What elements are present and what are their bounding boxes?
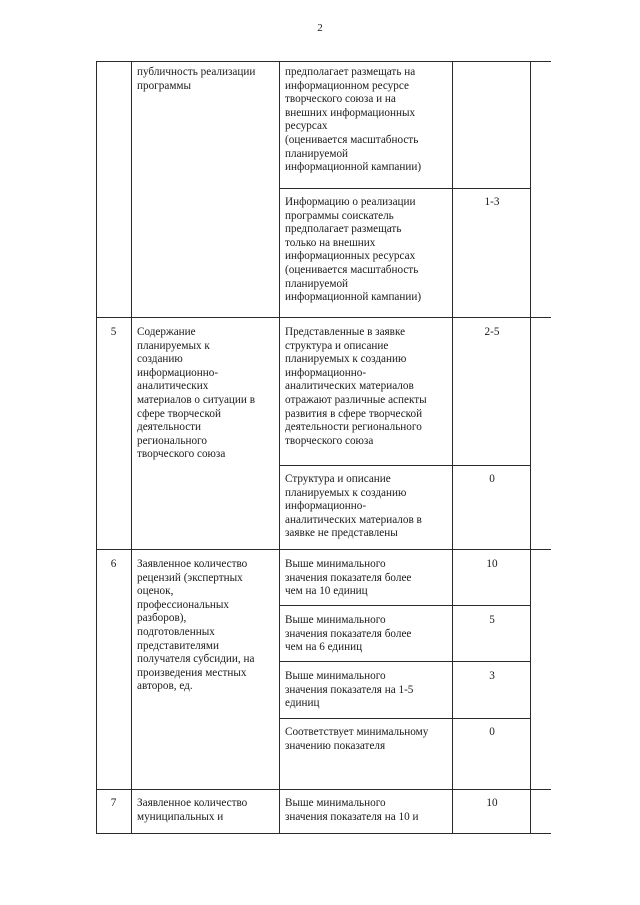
option-score: 2-5 [484, 326, 500, 338]
criterion-reviews: Заявленное количество рецензий (экспертных оценок, профессиональных разборов), подготовленных представителями получателя субсидии, на произведения местных авторов, ед. [137, 558, 255, 693]
option-text: Представленные в заявке структура и описание планируемых к созданию информационно- аналитических материалов отражают различные аспекты развития в сфере творческой деятельности регионального творческого союза [285, 326, 427, 447]
option-text: Выше минимального значения показателя более чем на 6 единиц [285, 614, 412, 654]
option-score: 0 [489, 473, 495, 485]
option-score: 1-3 [484, 196, 500, 208]
row-number: 7 [110, 797, 117, 809]
row-number: 5 [110, 326, 117, 338]
option-text: Информацию о реализации программы соискатель предполагает размещать только на внешних информационных ресурсах (оценивается масштабность планируемой информационной кампании) [285, 196, 422, 304]
option-score: 3 [489, 670, 495, 682]
option-text: Структура и описание планируемых к созданию информационно- аналитических материалов в заявке не представлены [285, 473, 422, 540]
row-number: 6 [110, 558, 117, 570]
option-score: 10 [486, 797, 498, 809]
option-text: предполагает размещать на информационном ресурсе творческого союза и на внешних информационных ресурсах (оценивается масштабность планируемой информационной кампании) [285, 66, 422, 174]
option-score: 5 [489, 614, 495, 626]
criterion-content: Содержание планируемых к созданию информационно- аналитических материалов о ситуации в сфере творческой деятельности регионального творческого союза [137, 326, 255, 461]
criterion-publicity: публичность реализации программы [137, 66, 256, 92]
option-score: 0 [489, 726, 495, 738]
option-text: Выше минимального значения показателя на 1-5 единиц [285, 670, 414, 710]
option-text: Соответствует минимальному значению показателя [285, 726, 429, 752]
option-text: Выше минимального значения показателя более чем на 10 единиц [285, 558, 412, 598]
option-text: Выше минимального значения показателя на 10 и [285, 797, 419, 823]
page-number: 2 [317, 22, 323, 34]
option-score: 10 [486, 558, 498, 570]
criterion-municipal: Заявленное количество муниципальных и [137, 797, 248, 823]
